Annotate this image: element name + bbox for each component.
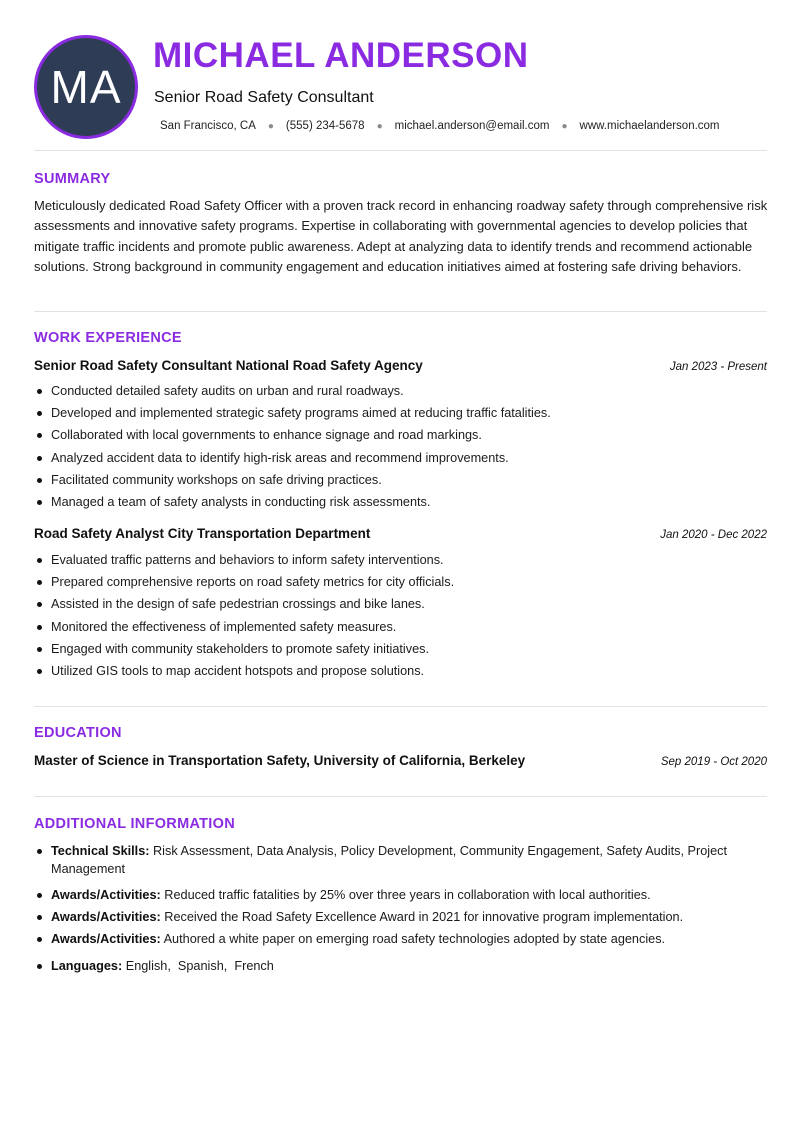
- list-item: [34, 618, 767, 640]
- list-item: [34, 930, 767, 952]
- item-text: English, Spanish, French: [122, 958, 274, 973]
- bullet-text: Managed a team of safety analysts in conducting risk assessments.: [51, 494, 431, 509]
- item-text: Reduced traffic fatalities by 25% over three years in collaboration with local authorities.: [160, 888, 651, 902]
- contact-phone: (555) 234-5678: [285, 120, 365, 132]
- contact-website[interactable]: www.michaelanderson.com: [579, 120, 720, 132]
- bullet-icon: [37, 478, 42, 483]
- bullet-icon: [37, 389, 42, 394]
- list-item: [34, 426, 767, 448]
- item-label: Languages:: [51, 958, 123, 973]
- candidate-role: Senior Road Safety Consultant: [154, 89, 374, 106]
- work-experience-heading: WORK EXPERIENCE: [34, 330, 182, 346]
- avatar-initials: MA: [50, 61, 122, 113]
- bullet-icon: [37, 580, 42, 585]
- contact-bar: [160, 120, 720, 132]
- avatar: [34, 35, 138, 139]
- item-label: Awards/Activities:: [51, 910, 161, 925]
- bullet-text: Engaged with community stakeholders to promote safety initiatives.: [51, 641, 429, 656]
- job-header: [34, 526, 767, 541]
- bullet-text: Analyzed accident data to identify high-risk areas and recommend improvements.: [51, 450, 509, 465]
- job-bullet-list: [34, 551, 767, 684]
- item-label: Awards/Activities:: [51, 888, 161, 902]
- list-item: [34, 662, 767, 684]
- bullet-icon: [37, 669, 42, 674]
- education-date: Sep 2019 - Oct 2020: [660, 756, 767, 768]
- bullet-icon: [37, 647, 42, 652]
- candidate-name: MICHAEL ANDERSON: [153, 36, 529, 75]
- item-text: Authored a white paper on emerging road safety technologies adopted by state agencies.: [160, 932, 666, 947]
- bullet-icon: [37, 411, 42, 416]
- item-text: Received the Road Safety Excellence Award in 2021 for innovative program implementation.: [160, 910, 684, 925]
- list-item: [34, 886, 767, 908]
- job-title: Senior Road Safety Consultant National Road Safety Agency: [34, 358, 423, 373]
- bullet-icon: [37, 433, 42, 438]
- additional-info-heading: ADDITIONAL INFORMATION: [34, 816, 235, 832]
- bullet-text: Collaborated with local governments to enhance signage and road markings.: [51, 428, 482, 443]
- summary-heading: SUMMARY: [34, 171, 111, 187]
- bullet-icon: [37, 937, 42, 942]
- list-item: [34, 493, 767, 515]
- list-item: [34, 382, 767, 404]
- job-date: Jan 2023 - Present: [669, 361, 767, 373]
- bullet-icon: [37, 964, 42, 969]
- bullet-icon: [37, 849, 42, 854]
- contact-location: San Francisco, CA: [160, 120, 256, 132]
- bullet-text: Assisted in the design of safe pedestrian crossings and bike lanes.: [51, 597, 425, 612]
- bullet-text: Utilized GIS tools to map accident hotspots and propose solutions.: [51, 663, 425, 678]
- job-title: Road Safety Analyst City Transportation Department: [34, 526, 371, 541]
- bullet-icon: [37, 456, 42, 461]
- bullet-icon: [37, 893, 42, 898]
- item-text: Risk Assessment, Data Analysis, Policy Development, Community Engagement, Safety Audits, Project Management: [51, 844, 728, 876]
- bullet-icon: [37, 915, 42, 920]
- list-item: [34, 842, 767, 886]
- job-date: Jan 2020 - Dec 2022: [660, 529, 767, 541]
- list-item: [34, 573, 767, 595]
- divider: [34, 311, 767, 312]
- bullet-text: Prepared comprehensive reports on road safety metrics for city officials.: [51, 575, 455, 590]
- job-bullet-list: [34, 382, 767, 515]
- list-item: [34, 551, 767, 573]
- education-heading: EDUCATION: [34, 725, 122, 741]
- list-item: [34, 404, 767, 426]
- bullet-text: Conducted detailed safety audits on urban and rural roadways.: [51, 384, 404, 398]
- summary-text: Meticulously dedicated Road Safety Officer with a proven track record in enhancing roadway safety through comprehensive risk assessments and innovative safety programs. Expertise in collaborating with governmental agencies to develop policies that mitigate traffic incidents and promote public awareness. Adept at analyzing data to identify trends and recommend actionable solutions. Strong background in community engagement and education initiatives aimed at fostering safe driving behaviors.: [34, 198, 768, 274]
- separator-dot-icon: ●: [561, 120, 568, 132]
- list-item: [34, 449, 767, 471]
- divider: [34, 706, 767, 707]
- list-item: [34, 640, 767, 662]
- degree: Master of Science in Transportation Safety, University of California, Berkeley: [34, 753, 526, 768]
- bullet-icon: [37, 500, 42, 505]
- bullet-text: Developed and implemented strategic safety programs aimed at reducing traffic fatalities.: [51, 406, 551, 421]
- bullet-icon: [37, 625, 42, 630]
- bullet-text: Evaluated traffic patterns and behaviors to inform safety interventions.: [51, 553, 444, 567]
- job-header: [34, 358, 767, 373]
- list-item: [34, 595, 767, 617]
- list-item: [34, 471, 767, 493]
- list-item: [34, 908, 767, 930]
- list-item: [34, 957, 767, 979]
- bullet-icon: [37, 602, 42, 607]
- item-label: Technical Skills:: [51, 844, 150, 858]
- education-entry: [34, 753, 767, 768]
- bullet-icon: [37, 558, 42, 563]
- separator-dot-icon: ●: [267, 120, 274, 132]
- divider: [34, 796, 767, 797]
- contact-email[interactable]: michael.anderson@email.com: [394, 120, 550, 132]
- additional-info-list: [34, 842, 767, 979]
- item-label: Awards/Activities:: [51, 932, 161, 947]
- separator-dot-icon: ●: [376, 120, 383, 132]
- bullet-text: Facilitated community workshops on safe driving practices.: [51, 472, 382, 487]
- bullet-text: Monitored the effectiveness of implemented safety measures.: [51, 619, 397, 634]
- divider: [34, 150, 767, 151]
